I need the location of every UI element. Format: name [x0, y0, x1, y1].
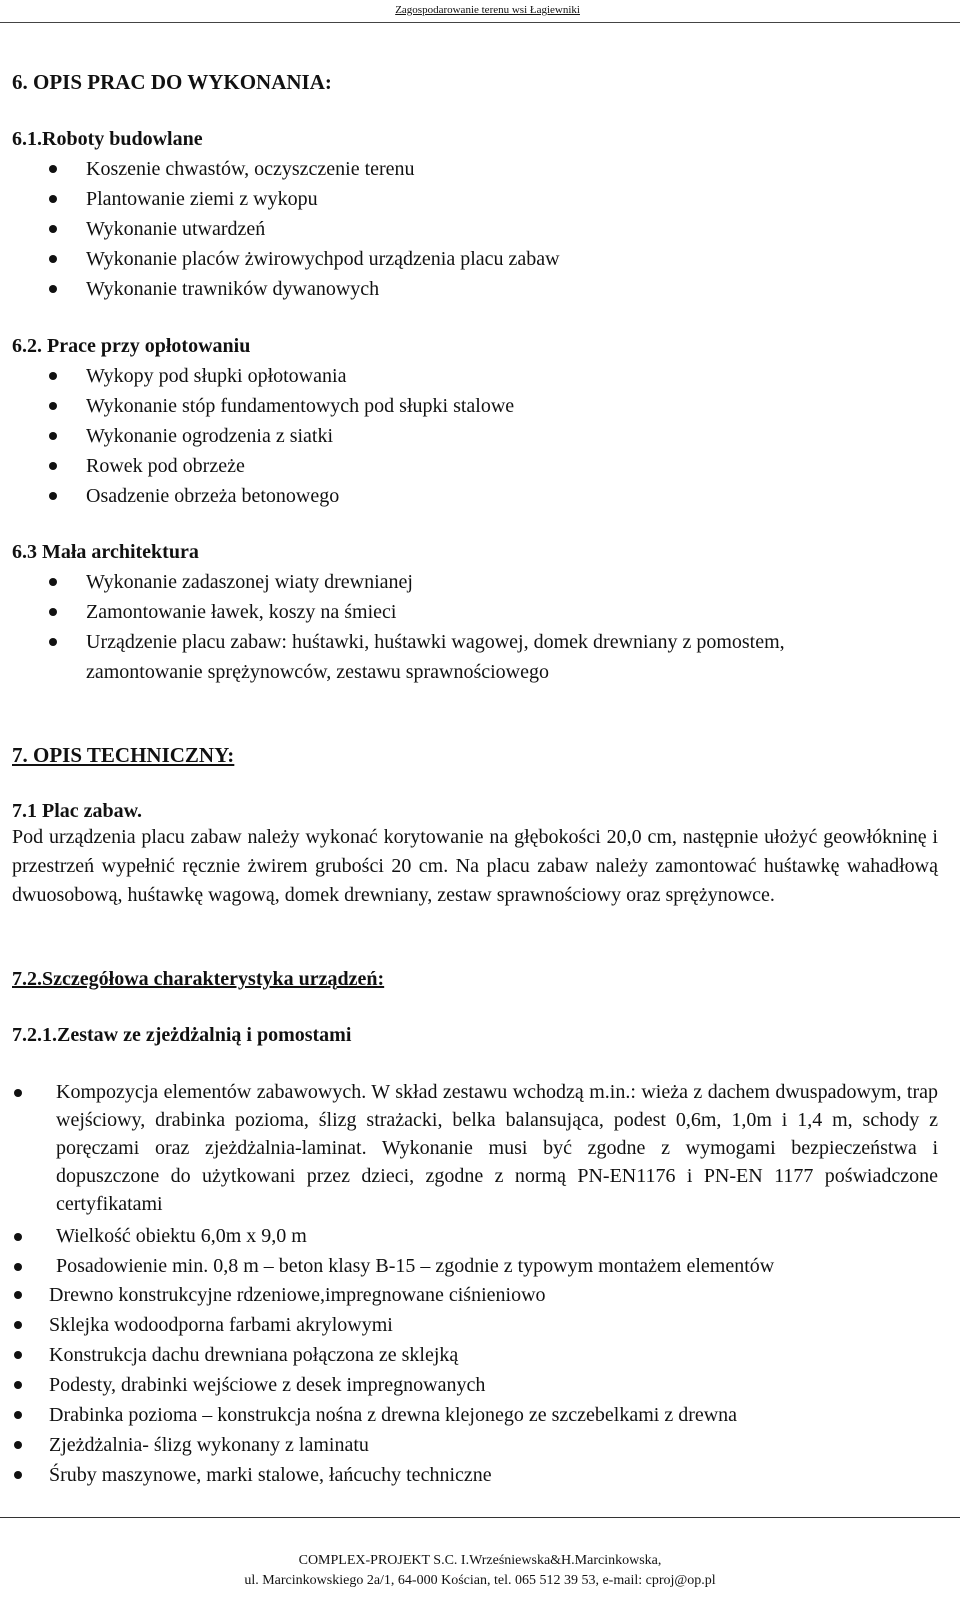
- list-item: Wykonanie ogrodzenia z siatki: [86, 421, 936, 451]
- list-item: Koszenie chwastów, oczyszczenie terenu: [86, 154, 936, 184]
- bullet-icon: [49, 285, 57, 293]
- list-item: Posadowienie min. 0,8 m – beton klasy B-15 – zgodnie z typowym montażem elementów: [56, 1252, 938, 1280]
- list-item: Wykonanie placów żwirowychpod urządzenia placu zabaw: [86, 244, 936, 274]
- section-6-title: 6. OPIS PRAC DO WYKONANIA:: [12, 70, 332, 94]
- section-6-2-title: 6.2. Prace przy opłotowaniu: [12, 335, 251, 357]
- list-item: Drabinka pozioma – konstrukcja nośna z drewna klejonego ze szczebelkami z drewna: [49, 1400, 939, 1430]
- list-item: Wykonanie utwardzeń: [86, 214, 936, 244]
- section-6-3-title: 6.3 Mała architektura: [12, 541, 199, 563]
- bullet-icon: [14, 1233, 22, 1241]
- bullet-icon: [14, 1321, 22, 1329]
- bullet-icon: [14, 1471, 22, 1479]
- section-6-1-list: [86, 154, 936, 304]
- bullet-icon: [49, 195, 57, 203]
- section-7-2-1-list-a: [56, 1078, 938, 1280]
- bullet-icon: [14, 1291, 22, 1299]
- footer-divider: [0, 1517, 960, 1518]
- list-item: Osadzenie obrzeża betonowego: [86, 481, 936, 511]
- bullet-icon: [14, 1089, 22, 1097]
- bullet-icon: [14, 1381, 22, 1389]
- bullet-icon: [14, 1351, 22, 1359]
- page-header: [0, 0, 960, 23]
- section-6-3-list: [86, 567, 876, 687]
- bullet-icon: [49, 372, 57, 380]
- section-7-1-title: 7.1 Plac zabaw.: [12, 800, 142, 822]
- section-7-title: 7. OPIS TECHNICZNY:: [12, 743, 235, 767]
- bullet-icon: [49, 608, 57, 616]
- section-6-2-list: [86, 361, 936, 511]
- list-item: Sklejka wodoodporna farbami akrylowymi: [49, 1310, 939, 1340]
- list-item: Śruby maszynowe, marki stalowe, łańcuchy techniczne: [49, 1460, 939, 1490]
- list-item: Wykonanie trawników dywanowych: [86, 274, 936, 304]
- list-item: Urządzenie placu zabaw: huśtawki, huśtawki wagowej, domek drewniany z pomostem, zamontowanie sprężynowców, zestawu sprawnościowego: [86, 627, 876, 687]
- list-item: Kompozycja elementów zabawowych. W skład zestawu wchodzą m.in.: wieża z dachem dwuspadowym, trap wejściowy, drabinka pozioma, ślizg strażacki, belka balansująca, podest 0,6m, 1,0m i 1,4 m, schody z poręczami oraz zjeżdżalnia-laminat. Wykonanie musi być zgodne z wymogami bezpieczeństwa i dopuszczone do użytkowani przez dzieci, zgodne z normą PN-EN1176 i PN-EN 1177 poświadczone certyfikatami: [56, 1078, 938, 1218]
- header-title: Zagospodarowanie terenu wsi Łagiewniki: [395, 4, 580, 16]
- list-item: Plantowanie ziemi z wykopu: [86, 184, 936, 214]
- list-item: Wielkość obiektu 6,0m x 9,0 m: [56, 1222, 938, 1250]
- section-7-2-1-list-b: [49, 1280, 939, 1490]
- list-item: Zjeżdżalnia- ślizg wykonany z laminatu: [49, 1430, 939, 1460]
- list-item: Konstrukcja dachu drewniana połączona ze sklejką: [49, 1340, 939, 1370]
- list-item: Rowek pod obrzeże: [86, 451, 936, 481]
- section-7-1-text: Pod urządzenia placu zabaw należy wykonać korytowanie na głębokości 20,0 cm, następnie ułożyć geowłókninę i przestrzeń wypełnić ręcznie żwirem grubości 20 cm. Na placu zabaw należy zamontować huśtawkę wahadłową dwuosobową, huśtawkę wagową, domek drewniany, zestaw sprawnościowy oraz sprężynowce.: [12, 826, 938, 906]
- section-6-1-title: 6.1.Roboty budowlane: [12, 128, 203, 150]
- footer-line-1: COMPLEX-PROJEKT S.C. I.Wrześniewska&H.Marcinkowska,: [298, 1553, 662, 1568]
- list-item: Zamontowanie ławek, koszy na śmieci: [86, 597, 876, 627]
- bullet-icon: [14, 1263, 22, 1271]
- list-item: Podesty, drabinki wejściowe z desek impregnowanych: [49, 1370, 939, 1400]
- bullet-icon: [49, 165, 57, 173]
- bullet-icon: [49, 255, 57, 263]
- bullet-icon: [49, 402, 57, 410]
- footer-line-2: ul. Marcinkowskiego 2a/1, 64-000 Kościan, tel. 065 512 39 53, e-mail: cproj@op.pl: [244, 1573, 716, 1588]
- bullet-icon: [49, 225, 57, 233]
- list-item: Drewno konstrukcyjne rdzeniowe,impregnowane ciśnieniowo: [49, 1280, 939, 1310]
- bullet-icon: [49, 462, 57, 470]
- bullet-icon: [49, 638, 57, 646]
- section-7-2-1-title: 7.2.1.Zestaw ze zjeżdżalnią i pomostami: [12, 1024, 352, 1046]
- bullet-icon: [49, 432, 57, 440]
- section-7-2-title: 7.2.Szczegółowa charakterystyka urządzeń:: [12, 968, 385, 990]
- bullet-icon: [49, 578, 57, 586]
- bullet-icon: [14, 1411, 22, 1419]
- bullet-icon: [14, 1441, 22, 1449]
- list-item: Wykopy pod słupki opłotowania: [86, 361, 936, 391]
- list-item: Wykonanie zadaszonej wiaty drewnianej: [86, 567, 876, 597]
- list-item: Wykonanie stóp fundamentowych pod słupki stalowe: [86, 391, 936, 421]
- bullet-icon: [49, 492, 57, 500]
